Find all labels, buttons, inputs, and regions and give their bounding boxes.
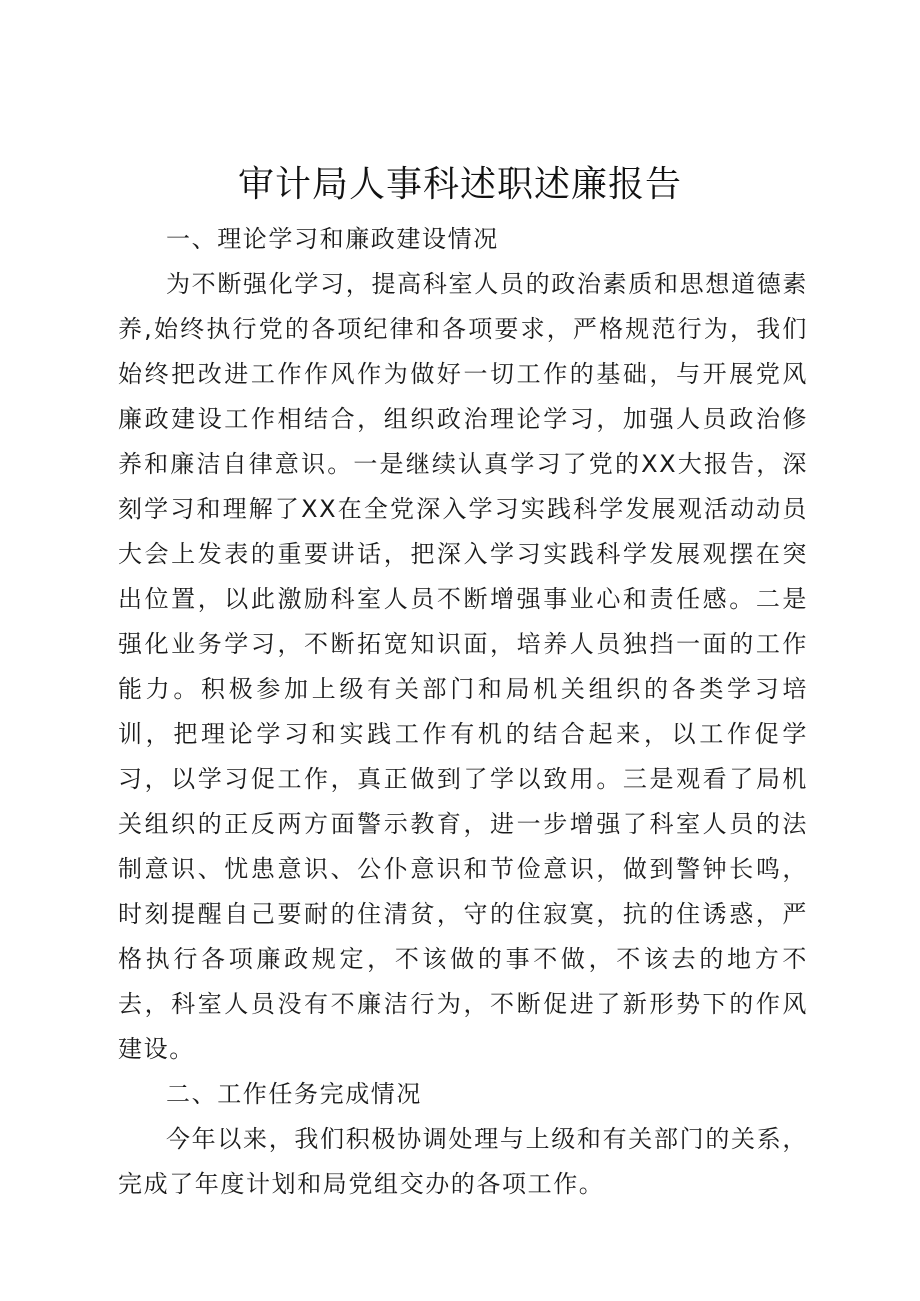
- section-paragraph: 为不断强化学习，提高科室人员的政治素质和思想道德素养,始终执行党的各项纪律和各项要求，严格规范行为，我们始终把改进工作作风作为做好一切工作的基础，与开展党风廉政建设工作相结合，组织政治理论学习，加强人员政治修养和廉洁自律意识。一是继续认真学习了党的XX大报告，深刻学习和理解了XX在全党深入学习实践科学发展观活动动员大会上发表的重要讲话，把深入学习实践科学发展观摆在突出位置，以此激励科室人员不断增强事业心和责任感。二是强化业务学习，不断拓宽知识面，培养人员独挡一面的工作能力。积极参加上级有关部门和局机关组织的各类学习培训，把理论学习和实践工作有机的结合起来，以工作促学习，以学习促工作，真正做到了学以致用。三是观看了局机关组织的正反两方面警示教育，进一步增强了科室人员的法制意识、忧患意识、公仆意识和节俭意识，做到警钟长鸣，时刻提醒自己要耐的住清贫，守的住寂寞，抗的住诱惑，严格执行各项廉政规定，不该做的事不做，不该去的地方不去，科室人员没有不廉洁行为，不断促进了新形势下的作风建设。: [118, 270, 808, 1063]
- section-paragraph: 今年以来，我们积极协调处理与上级和有关部门的关系，完成了年度计划和局党组交办的各项工作。: [118, 1125, 808, 1198]
- section-heading: 二、工作任务完成情况: [166, 1080, 422, 1108]
- section-heading: 一、理论学习和廉政建设情况: [166, 225, 499, 253]
- document-body: [118, 217, 808, 1207]
- document-title: 审计局人事科述职述廉报告: [237, 164, 682, 205]
